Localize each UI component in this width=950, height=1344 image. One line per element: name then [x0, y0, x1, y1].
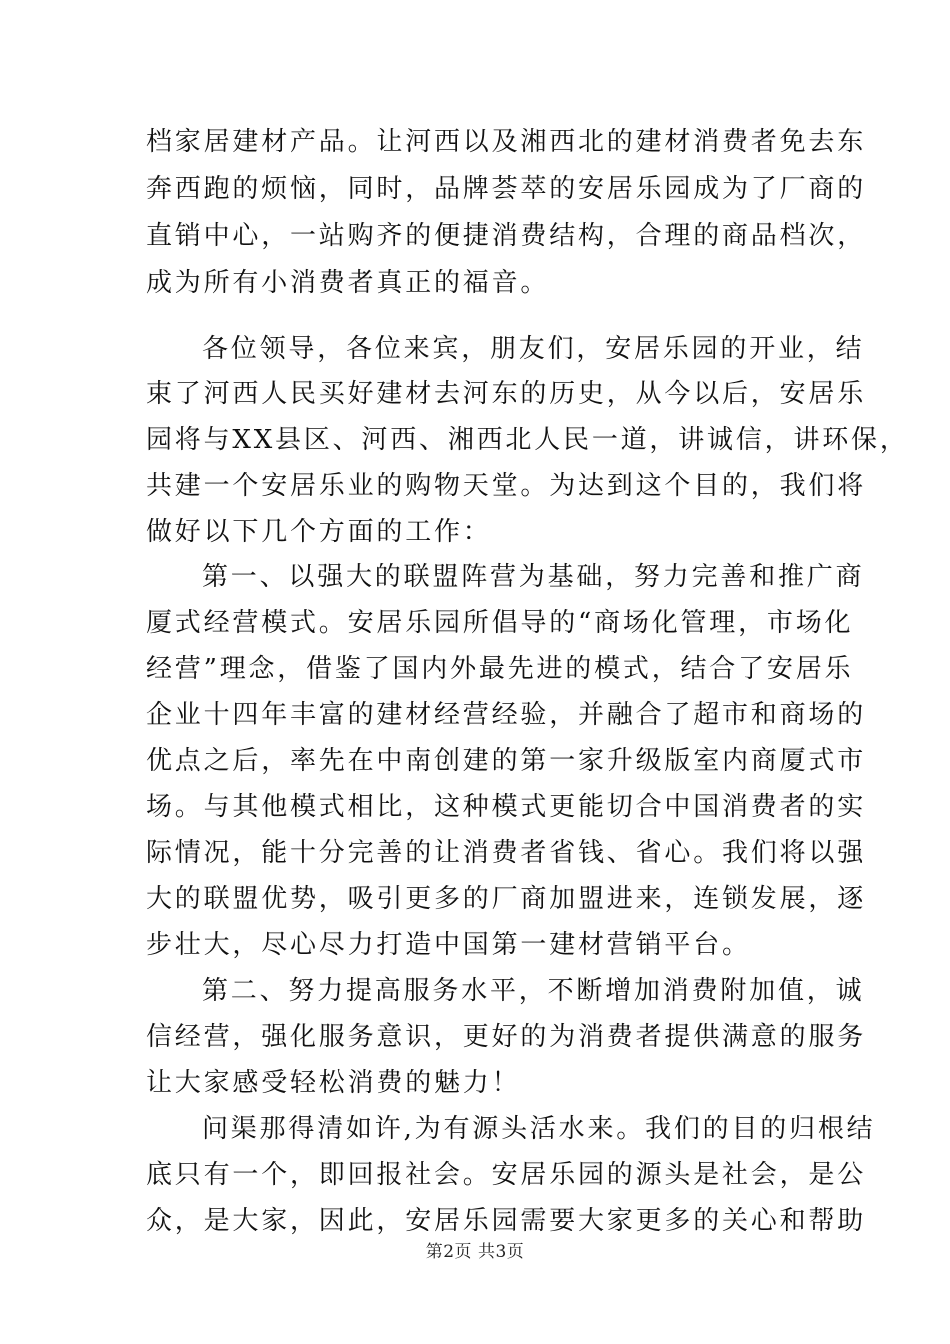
body-text-line: 信经营，强化服务意识，更好的为消费者提供满意的服务	[146, 1022, 867, 1052]
body-text-line: 直销中心，一站购齐的便捷消费结构，合理的商品档次，	[146, 221, 867, 251]
body-text-line: 成为所有小消费者真正的福音。	[146, 268, 550, 298]
body-text-line: 底只有一个，即回报社会。安居乐园的源头是社会，是公	[146, 1160, 867, 1190]
page-footer: 第2页 共3页	[425, 1242, 525, 1262]
body-text-line: 企业十四年丰富的建材经营经验，并融合了超市和商场的	[146, 700, 867, 730]
body-text-line: 步壮大，尽心尽力打造中国第一建材营销平台。	[146, 930, 751, 960]
body-text-line: 大的联盟优势，吸引更多的厂商加盟进来，连锁发展，逐	[146, 884, 867, 914]
body-text-line: 优点之后，率先在中南创建的第一家升级版室内商厦式市	[146, 746, 867, 776]
body-text-line: 共建一个安居乐业的购物天堂。为达到这个目的，我们将	[146, 471, 867, 501]
paragraph-first-line: 问渠那得清如许,为有源头活水来。我们的目的归根结	[202, 1114, 876, 1144]
body-text-line: 场。与其他模式相比，这种模式更能切合中国消费者的实	[146, 792, 867, 822]
body-text-line: 厦式经营模式。安居乐园所倡导的“商场化管理，市场化	[146, 608, 854, 638]
body-text-line: 束了河西人民买好建材去河东的历史，从今以后，安居乐	[146, 379, 867, 409]
body-text-line: 让大家感受轻松消费的魅力！	[146, 1068, 521, 1098]
paragraph-first-line: 第一、以强大的联盟阵营为基础，努力完善和推广商	[202, 562, 865, 592]
body-text-line: 做好以下几个方面的工作：	[146, 517, 492, 547]
body-text-line: 档家居建材产品。让河西以及湘西北的建材消费者免去东	[146, 127, 867, 157]
paragraph-first-line: 第二、努力提高服务水平，不断增加消费附加值，诚	[202, 976, 865, 1006]
body-text-line: 众，是大家，因此，安居乐园需要大家更多的关心和帮助	[146, 1206, 867, 1236]
body-text-line: 奔西跑的烦恼，同时，品牌荟萃的安居乐园成为了厂商的	[146, 174, 867, 204]
body-text-line: 际情况，能十分完善的让消费者省钱、省心。我们将以强	[146, 838, 867, 868]
paragraph-first-line: 各位领导，各位来宾，朋友们，安居乐园的开业，结	[202, 334, 865, 364]
body-text-line: 园将与XX县区、河西、湘西北人民一道，讲诚信，讲环保，	[146, 425, 909, 455]
body-text-line: 经营”理念，借鉴了国内外最先进的模式，结合了安居乐	[146, 654, 854, 684]
